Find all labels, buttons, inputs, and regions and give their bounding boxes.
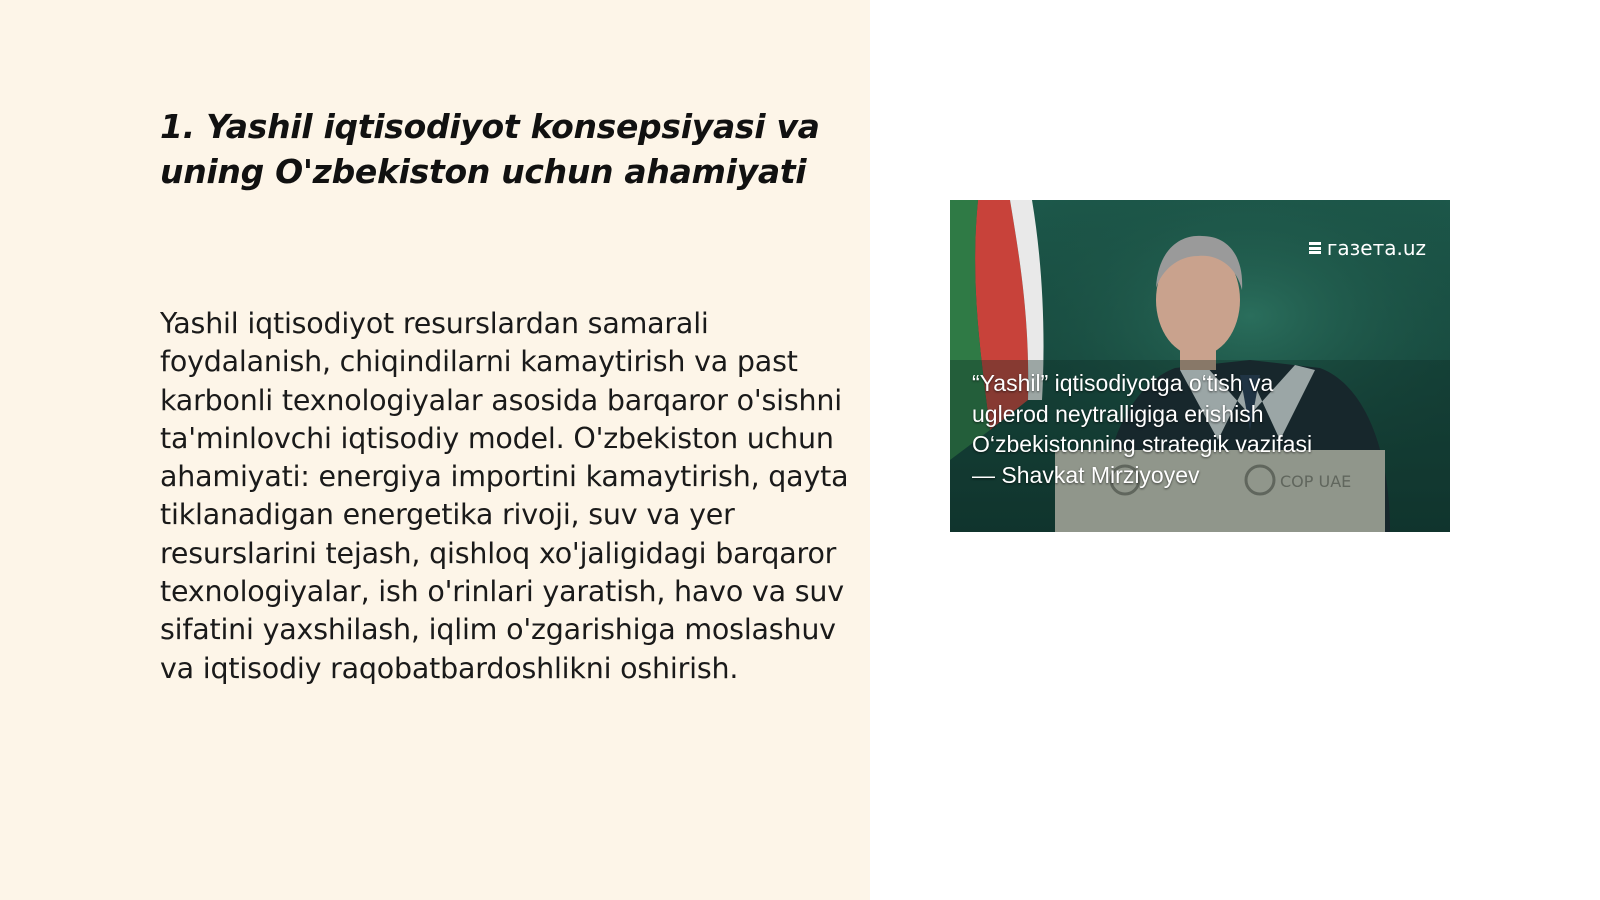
caption-line-2: uglerod neytralligiga erishish (972, 400, 1264, 427)
logo-icon (1309, 242, 1321, 254)
slide-body-text: Yashil iqtisodiyot resurslardan samarali foydalanish, chiqindilarni kamaytirish va past karbonli texnologiyalar asosida barqaror o'sishni ta'minlovchi iqtisodiy model. O'zbekiston uchun ahamiyati: energiya importini kamaytirish, qayta tiklanadigan energetika rivoji, suv va yer resurslarini tejash, qishloq xo'jaligidagi barqaror texnologiyalar, ish o'rinlari yaratish, havo va suv sifatini yaxshilash, iqlim o'zgarishiga moslashuv va iqtisodiy raqobatbardoshlikni oshirish. (160, 307, 849, 685)
caption-line-4: — Shavkat Mirziyoyev (972, 461, 1200, 488)
slide-title: 1. Yashil iqtisodiyot konsepsiyasi va uning O'zbekiston uchun ahamiyati (160, 107, 820, 191)
speaker-photo (950, 200, 1450, 532)
logo-text: газета.uz (1326, 236, 1426, 260)
podium-label: COP UAE (1280, 472, 1352, 491)
photo-caption (972, 368, 1412, 490)
gazeta-logo (1309, 236, 1426, 260)
caption-line-3: O‘zbekistonning strategik vazifasi (972, 431, 1313, 457)
caption-line-1: “Yashil” iqtisodiyotga o‘tish va (972, 370, 1274, 396)
